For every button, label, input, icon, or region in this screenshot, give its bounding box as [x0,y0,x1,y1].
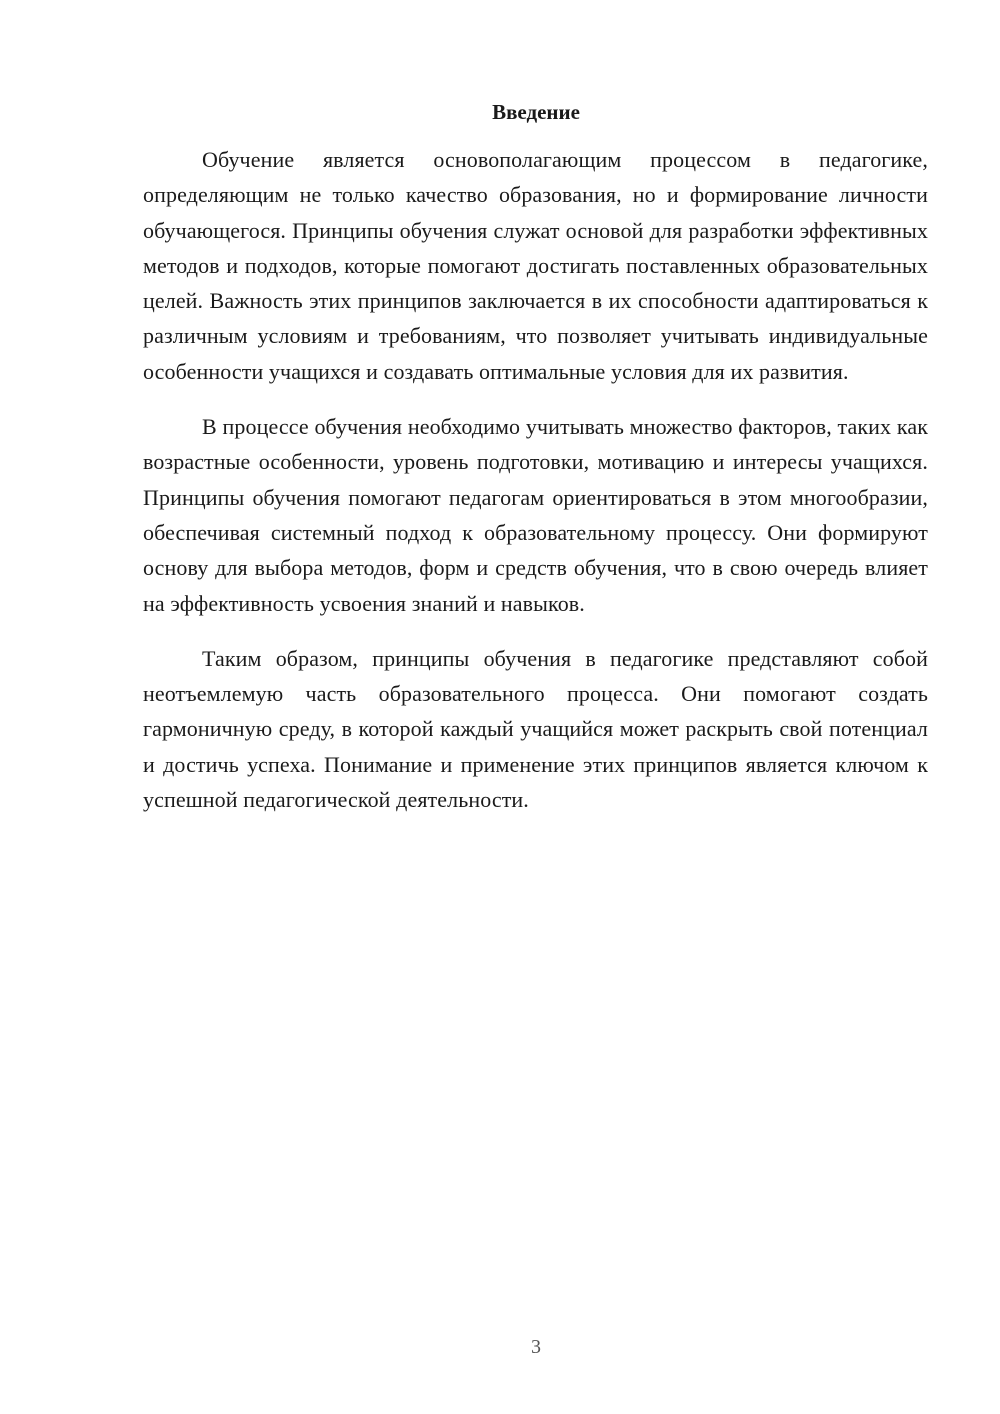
page-number: 3 [531,1336,541,1358]
section-heading: Введение [492,100,580,124]
paragraph-3: Таким образом, принципы обучения в педагогике представляют собой неотъемлемую часть образовательного процесса. Они помогают создать гармоничную среду, в которой каждый учащийся может раскрыть свой потенциал и достичь успеха. Понимание и применение этих принципов является ключом к успешной педагогической деятельности. [143,645,928,813]
paragraph-1: Обучение является основополагающим процессом в педагогике, определяющим не только качество образования, но и формирование личности обучающегося. Принципы обучения служат основой для разработки эффективных методов и подходов, которые помогают достигать поставленных образовательных целей. Важность этих принципов заключается в их способности адаптироваться к различным условиям и требованиям, что позволяет учитывать индивидуальные особенности учащихся и создавать оптимальные условия для их развития. [143,147,928,384]
paragraph-2: В процессе обучения необходимо учитывать множество факторов, таких как возрастные особенности, уровень подготовки, мотивацию и интересы учащихся. Принципы обучения помогают педагогам ориентироваться в этом многообразии, обеспечивая системный подход к образовательному процессу. Они формируют основу для выбора методов, форм и средств обучения, что в свою очередь влияет на эффективность усвоения знаний и навыков. [143,414,928,616]
body-text [143,142,928,837]
